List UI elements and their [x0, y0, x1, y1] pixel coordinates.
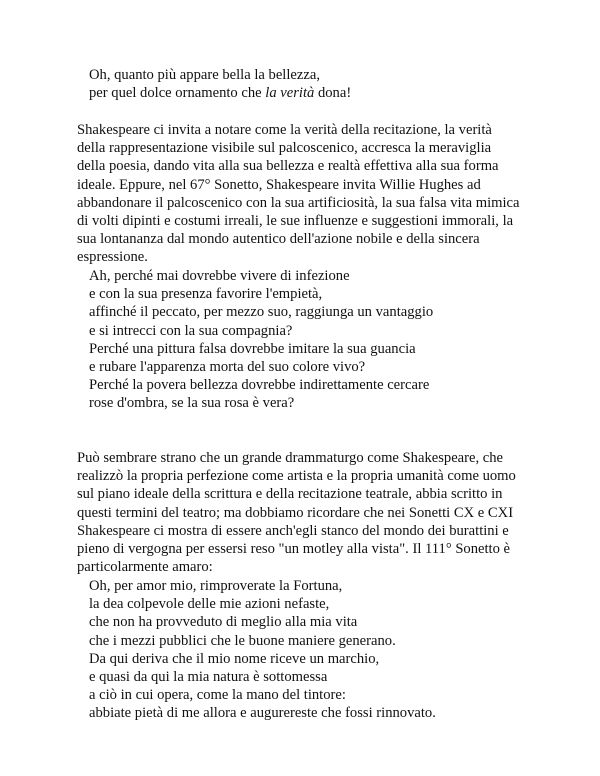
verse-line-text: dona! — [314, 85, 352, 102]
paragraph-line: realizzò la propria perfezione come artista e la propria umanità come uomo — [77, 468, 516, 485]
paragraph-line: ideale. Eppure, nel 67° Sonetto, Shakespeare invita Willie Hughes ad — [77, 176, 481, 193]
paragraph-line: della rappresentazione visibile sul palcoscenico, accresca la meraviglia — [77, 140, 492, 157]
verse-line: e quasi da qui la mia natura è sottomessa — [89, 669, 328, 686]
paragraph-line: questi termini del teatro; ma dobbiamo ricordare che nei Sonetti CX e CXI — [77, 504, 514, 521]
verse-line-text: per quel dolce ornamento che — [89, 85, 266, 102]
verse-line: Ah, perché mai dovrebbe vivere di infezione — [89, 268, 350, 284]
verse-line: Perché la povera bellezza dovrebbe indirettamente cercare — [89, 377, 430, 394]
verse-line: Oh, per amor mio, rimproverate la Fortuna, — [89, 578, 343, 594]
verse-line: abbiate pietà di me allora e augurereste che fossi rinnovato. — [89, 705, 436, 722]
paragraph-line: particolarmente amaro: — [77, 559, 213, 576]
verse-line: Perché una pittura falsa dovrebbe imitare la sua guancia — [89, 340, 416, 357]
verse-excerpt-2 — [89, 267, 569, 413]
verse-line: che i mezzi pubblici che le buone maniere generano. — [89, 632, 396, 649]
paragraph-line: sul piano ideale della scrittura e della recitazione teatrale, abbia scritto in — [77, 486, 503, 503]
verse-line: Oh, quanto più appare bella la bellezza, — [89, 67, 320, 83]
verse-line: e si intrecci con la sua compagnia? — [89, 322, 293, 339]
verse-line: a ciò in cui opera, come la mano del tintore: — [89, 687, 346, 704]
verse-line: che non ha provveduto di meglio alla mia vita — [89, 614, 358, 631]
verse-line: e rubare l'apparenza morta del suo colore vivo? — [89, 359, 366, 376]
paragraph-line: Shakespeare ci invita a notare come la verità della recitazione, la verità — [77, 122, 492, 138]
paragraph-line: Può sembrare strano che un grande drammaturgo come Shakespeare, che — [77, 450, 504, 466]
verse-line: la dea colpevole delle mie azioni nefaste, — [89, 596, 330, 613]
verse-line: rose d'ombra, se la sua rosa è vera? — [89, 395, 295, 412]
paragraph-line: espressione. — [77, 249, 148, 266]
verse-line: e con la sua presenza favorire l'empietà, — [89, 286, 323, 303]
paragraph-line: abbandonare il palcoscenico con la sua artificiosità, la sua falsa vita mimica — [77, 194, 520, 211]
paragraph-line: di volti dipinti e costumi irreali, le sue influenze e suggestioni immorali, la — [77, 213, 514, 230]
paragraph-line: pieno di vergogna per essersi reso "un motley alla vista". Il 111° Sonetto è — [77, 541, 511, 558]
verse-line: affinché il peccato, per mezzo suo, raggiunga un vantaggio — [89, 304, 434, 321]
italic-emphasis: la verità — [265, 85, 315, 102]
paragraph-line: Shakespeare ci mostra di essere anch'egli stanco del mondo dei burattini e — [77, 522, 509, 539]
verse-excerpt-3 — [89, 577, 569, 723]
paragraph-1 — [77, 121, 547, 267]
paragraph-line: sua lontananza dal mondo autentico dell'azione nobile e della sincera — [77, 231, 480, 248]
verse-line — [89, 84, 569, 102]
paragraph-line: della poesia, dando vita alla sua bellezza e realtà effettiva alla sua forma — [77, 158, 499, 175]
verse-line: Da qui deriva che il mio nome riceve un marchio, — [89, 650, 380, 667]
verse-excerpt-1 — [89, 66, 569, 102]
paragraph-2 — [77, 449, 547, 576]
